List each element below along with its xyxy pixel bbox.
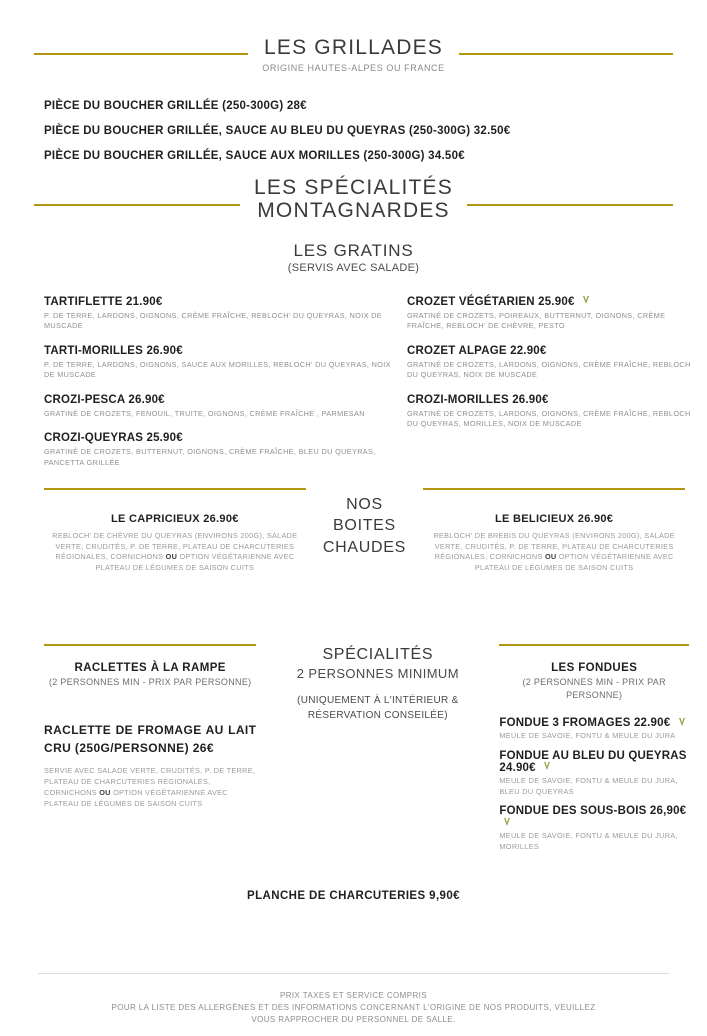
menu-item-planche: PLANCHE DE CHARCUTERIES 9,90€ <box>247 890 460 903</box>
menu-item <box>44 394 400 420</box>
section-header-grillades <box>0 36 707 73</box>
dish-name-text: FONDUE 3 FROMAGES 22.90€ <box>499 717 671 730</box>
dish-description: P. DE TERRE, LARDONS, OIGNONS, CRÈME FRAÎCHE, REBLOCH' DU QUEYRAS, NOIX DE MUSCADE <box>44 310 383 331</box>
dish-name <box>499 805 689 829</box>
raclettes-column <box>44 644 256 810</box>
dish-name: CROZI-QUEYRAS 25.90€ <box>44 432 183 445</box>
dish-name <box>499 717 689 729</box>
divider-rule-right <box>459 53 673 55</box>
raclettes-subheading: (2 PERSONNES MIN - PRIX PAR PERSONNE) <box>48 677 252 688</box>
dish-description: MEULE DE SAVOIE, FONTU & MEULE DU JURA, BLEU DU QUEYRAS <box>499 776 678 796</box>
divider-rule-right <box>499 644 689 646</box>
section-title-montagnardes-line1: LES SPÉCIALITÉS <box>254 175 453 199</box>
dish-description: MEULE DE SAVOIE, FONTU & MEULE DU JURA, MORILLES <box>499 831 678 851</box>
desc-part-1: REBLOCH' DE CHÈVRE DU QUEYRAS (ENVIRONS 200G), SALADE VERTE, CRUDITÉS, P. DE TERRE, PLATEAU DE CHARCUTERIES RÉGIONALES, CORNICHONS <box>52 530 298 562</box>
footer-divider <box>38 973 669 974</box>
boites-title-line1: NOS BOITES <box>333 495 396 535</box>
raclettes-heading: RACLETTES À LA RAMPE <box>74 662 226 675</box>
section-boites-chaudes <box>0 488 707 575</box>
menu-item: PIÈCE DU BOUCHER GRILLÉE, SAUCE AU BLEU DU QUEYRAS (250-300G) 32.50€ <box>44 124 511 137</box>
specialites-title: SPÉCIALITÉS <box>322 646 434 664</box>
section-specialites <box>0 644 707 860</box>
dish-description: GRATINÉ DE CROZETS, FENOUIL, TRUITE, OIGNONS, CRÈME FRAÎCHE , PARMESAN <box>44 408 365 418</box>
fondues-list <box>499 717 689 852</box>
vegetarian-leaf-icon <box>503 817 511 828</box>
dish-description: MEULE DE SAVOIE, FONTU & MEULE DU JURA <box>499 731 676 741</box>
gratins-columns <box>0 296 707 482</box>
montagnardes-title-block <box>254 176 453 223</box>
specialites-note: (UNIQUEMENT À L'INTÉRIEUR & RÉSERVATION CONSEILÉE) <box>297 695 459 721</box>
boite-left <box>44 488 306 575</box>
gratins-title: LES GRATINS <box>293 240 414 260</box>
dish-name: LE CAPRICIEUX 26.90€ <box>111 512 239 525</box>
dish-name: CROZI-PESCA 26.90€ <box>44 393 165 406</box>
divider-rule-left <box>34 204 240 206</box>
vegetarian-leaf-icon <box>543 762 551 773</box>
desc-part-1: REBLOCH' DE BREBIS DU QUEYRAS (ENVIRONS 200G), SALADE VERTE, CRUDITÉS, P. DE TERRE, PLATEAU DE CHARCUTERIES RÉGIONALES, CORNICHONS <box>433 530 675 562</box>
dish-name: CROZI-MORILLES 26.90€ <box>407 393 549 406</box>
section-title-grillades: LES GRILLADES <box>263 36 443 59</box>
desc-part-2: OPTION VÉGÉTARIENNE AVEC PLATEAU DE LÉGUMES DE SAISON CUITS <box>95 552 295 573</box>
menu-item: PIÈCE DU BOUCHER GRILLÉE, SAUCE AUX MORILLES (250-300G) 34.50€ <box>44 149 465 162</box>
menu-item <box>407 296 697 332</box>
boites-title-line2: CHAUDES <box>322 538 407 556</box>
dish-description <box>44 531 306 575</box>
boites-title-block <box>306 488 424 559</box>
menu-item <box>44 345 400 381</box>
divider-rule-right <box>467 204 673 206</box>
dish-name-text: FONDUE DES SOUS-BOIS 26,90€ <box>499 805 687 818</box>
grillades-title-block <box>262 36 445 73</box>
dish-name-text: FONDUE AU BLEU DU QUEYRAS 24.90€ <box>499 750 687 775</box>
menu-item <box>499 750 689 797</box>
dish-description: GRATINÉ DE CROZETS, BUTTERNUT, OIGNONS, CRÈME FRAÎCHE, BLEU DU QUEYRAS, PANCETTA GRILLÉE <box>44 447 376 468</box>
grillades-item-list <box>44 100 707 162</box>
dish-description <box>423 531 685 575</box>
menu-item <box>407 345 697 381</box>
boite-right <box>423 488 685 575</box>
section-subtitle-grillades: ORIGINE HAUTES-ALPES OU FRANCE <box>262 62 445 73</box>
desc-emphasis: OU <box>99 788 111 798</box>
dish-name: CROZET ALPAGE 22.90€ <box>407 344 547 357</box>
desc-emphasis: OU <box>165 552 178 562</box>
desc-emphasis: OU <box>544 552 557 562</box>
fondues-column <box>499 644 689 860</box>
dish-name: TARTIFLETTE 21.90€ <box>44 295 163 308</box>
menu-item <box>407 394 697 430</box>
gratins-subtitle: (SERVIS AVEC SALADE) <box>287 261 420 274</box>
section-title-montagnardes-line2: MONTAGNARDES <box>257 199 450 223</box>
section-header-montagnardes <box>0 176 707 223</box>
dish-description: GRATINÉ DE CROZETS, POIREAUX, BUTTERNUT, OIGNONS, CRÈME FRAÎCHE, REBLOCH' DE CHÈVRE, PESTO <box>407 310 666 331</box>
desc-part-2: OPTION VÉGÉTARIENNE AVEC PLATEAU DE LÉGUMES DE SAISON CUITS <box>44 788 228 809</box>
dish-name: TARTI-MORILLES 26.90€ <box>44 344 183 357</box>
dish-name <box>499 750 689 774</box>
fondues-heading: LES FONDUES <box>551 662 638 675</box>
dish-description: GRATINÉ DE CROZETS, LARDONS, OIGNONS, CRÈME FRAÎCHE, REBLOCH DU QUEYRAS, NOIX DE MUSCADE <box>407 359 691 380</box>
divider-rule-left <box>44 488 306 490</box>
page-footer <box>0 973 707 1026</box>
divider-rule-left <box>34 53 248 55</box>
vegetarian-leaf-icon <box>582 296 590 307</box>
vegetarian-leaf-icon <box>678 717 686 728</box>
menu-item <box>499 805 689 852</box>
menu-item <box>44 296 400 332</box>
dish-name <box>407 296 697 308</box>
menu-item <box>44 432 400 468</box>
specialites-title-block <box>256 644 499 723</box>
dish-name: LE BELICIEUX 26.90€ <box>495 512 614 525</box>
dish-name: RACLETTE DE FROMAGE AU LAIT CRU (250G/PERSONNE) 26€ <box>44 723 257 756</box>
dish-description: GRATINÉ DE CROZETS, LARDONS, OIGNONS, CRÈME FRAÎCHE, REBLOCH DU QUEYRAS, MORILLES, NOIX DE MUSCADE <box>407 408 691 429</box>
dish-description <box>44 766 256 810</box>
footer-line-2: POUR LA LISTE DES ALLERGÈNES ET DES INFORMATIONS CONCERNANT L'ORIGINE DE NOS PRODUITS, VEUILLEZ <box>111 1003 596 1012</box>
dish-name-text: CROZET VÉGÉTARIEN 25.90€ <box>407 295 575 308</box>
footer-line-1: PRIX TAXES ET SERVICE COMPRIS <box>279 991 428 1000</box>
dish-description: P. DE TERRE, LARDONS, OIGNONS, SAUCE AUX MORILLES, REBLOCH' DU QUEYRAS, NOIX DE MUSCADE <box>44 359 391 380</box>
menu-item <box>499 717 689 742</box>
menu-page <box>0 36 707 1036</box>
menu-item <box>44 721 256 810</box>
desc-part-1: SERVIE AVEC SALADE VERTE, CRUDITÉS, P. DE TERRE, PLATEAU DE CHARCUTERIES RÉGIONALES, CORNICHONS <box>44 766 256 798</box>
gratins-left-column <box>0 296 400 482</box>
desc-part-2: OPTION VÉGÉTARIENNE AVEC PLATEAU DE LÉGUMES DE SAISON CUITS <box>474 552 674 573</box>
divider-rule-left <box>44 644 256 646</box>
gratins-right-column <box>400 296 707 482</box>
divider-rule-right <box>423 488 685 490</box>
footer-line-3: VOUS RAPPROCHER DU PERSONNEL DE SALLE. <box>251 1015 456 1024</box>
menu-item: PIÈCE DU BOUCHER GRILLÉE (250-300G) 28€ <box>44 99 307 112</box>
subsection-header-gratins <box>0 241 707 274</box>
fondues-subheading: (2 PERSONNES MIN - PRIX PAR PERSONNE) <box>522 677 666 701</box>
specialites-subtitle: 2 PERSONNES MINIMUM <box>296 666 459 682</box>
